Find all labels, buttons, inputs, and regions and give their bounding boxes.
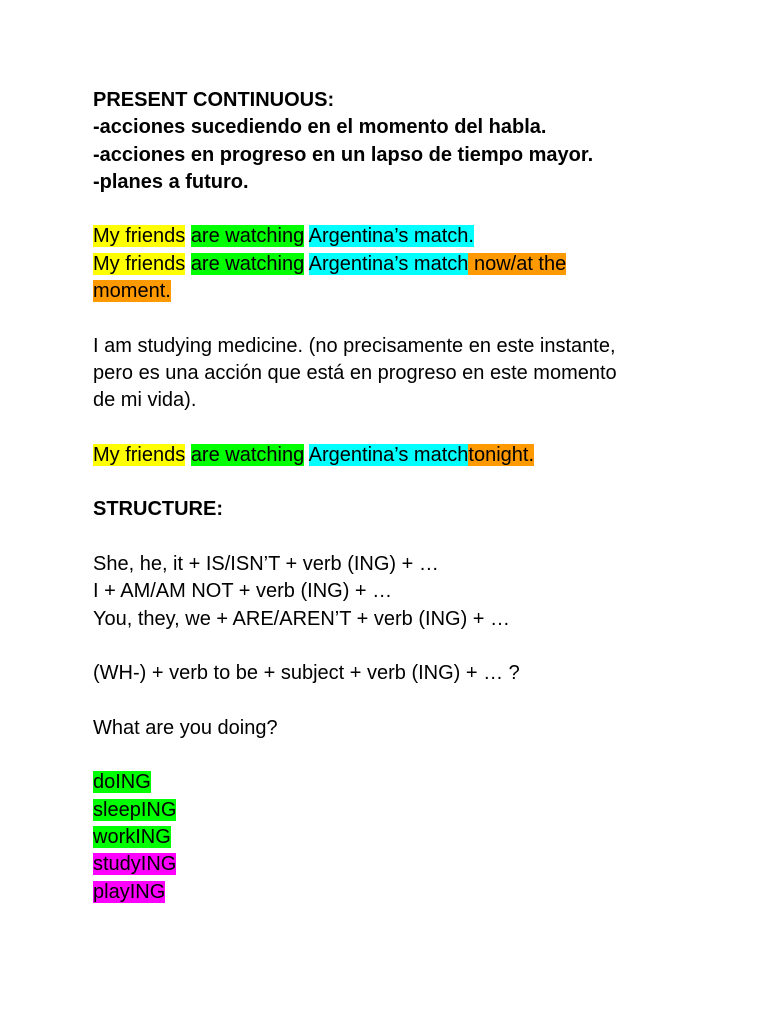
ing-word-highlight: playING <box>93 880 166 903</box>
spacer <box>93 196 708 223</box>
ing-word-highlight: doING <box>93 771 151 794</box>
spacer <box>93 415 708 442</box>
question-rule: (WH-) + verb to be + subject + verb (ING) + … ? <box>93 662 520 685</box>
example-sentence-2 <box>93 251 708 278</box>
spacer <box>93 305 708 332</box>
example-sentence-2-continued <box>93 278 708 305</box>
heading-title: PRESENT CONTINUOUS: <box>93 89 335 111</box>
question-example: What are you doing? <box>93 716 278 739</box>
ing-word <box>93 851 708 878</box>
example-sentence-4 <box>93 442 708 469</box>
ing-word <box>93 824 708 851</box>
verb-highlight: are watching <box>190 443 305 466</box>
ing-word <box>93 879 708 906</box>
time-highlight: tonight. <box>468 443 534 466</box>
time-highlight: moment. <box>93 280 171 303</box>
structure-rule: I + AM/AM NOT + verb (ING) + … <box>93 580 393 603</box>
structure-title: STRUCTURE: <box>93 498 223 521</box>
ing-word <box>93 769 708 796</box>
object-highlight: Argentina’s match <box>308 443 469 466</box>
heading-point: -planes a futuro. <box>93 170 249 193</box>
object-highlight: Argentina’s match <box>308 252 469 275</box>
example-sentence-1 <box>93 223 708 250</box>
heading-point: -acciones en progreso en un lapso de tiempo mayor. <box>93 143 594 166</box>
object-highlight: Argentina’s match. <box>308 225 474 248</box>
subject-highlight: My friends <box>93 443 186 466</box>
spacer <box>93 688 708 715</box>
spacer <box>93 524 708 551</box>
subject-highlight: My friends <box>93 252 186 275</box>
structure-rule: You, they, we + ARE/AREN’T + verb (ING) + … <box>93 607 511 630</box>
ing-word-highlight: studyING <box>93 853 177 876</box>
heading-point: -acciones sucediendo en el momento del habla. <box>93 116 547 139</box>
subject-highlight: My friends <box>93 225 186 248</box>
spacer <box>93 469 708 496</box>
spacer <box>93 742 708 769</box>
example-sentence-3: pero es una acción que está en progreso en este momento <box>93 361 617 384</box>
ing-word-highlight: workING <box>93 826 171 849</box>
example-sentence-3: de mi vida). <box>93 389 197 412</box>
structure-rule: She, he, it + IS/ISN’T + verb (ING) + … <box>93 553 439 576</box>
time-highlight: now/at the <box>473 252 567 275</box>
example-sentence-3: I am studying medicine. (no precisamente en este instante, <box>93 334 616 357</box>
verb-highlight: are watching <box>190 252 305 275</box>
ing-word-highlight: sleepING <box>93 798 177 821</box>
verb-highlight: are watching <box>190 225 305 248</box>
ing-word <box>93 797 708 824</box>
spacer <box>93 633 708 660</box>
